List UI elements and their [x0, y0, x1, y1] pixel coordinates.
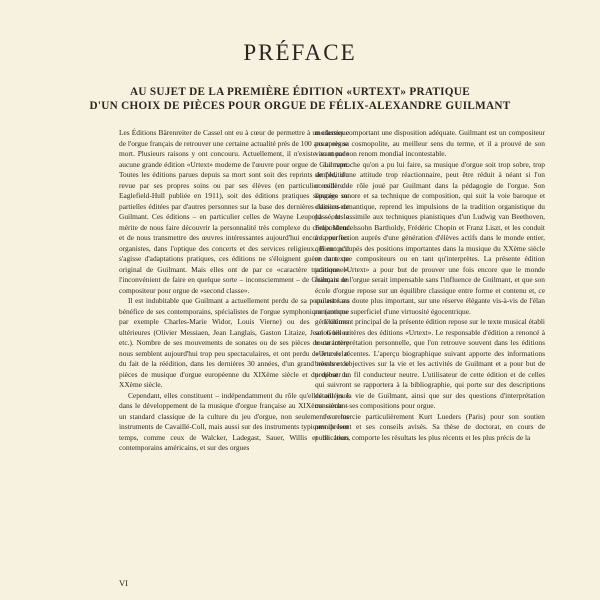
subtitle-line-2: D'UN CHOIX DE PIÈCES POUR ORGUE DE FÉLIX-ALEXANDRE GUILMANT	[89, 100, 511, 112]
page-subtitle	[0, 85, 600, 113]
paragraph: Il est indubitable que Guilmant a actuellement perdu de sa popularité au bénéfice de ses contemporains, spécialistes de l'orgue symphonique (comme par exemple Charles-Marie Widor, Louis Vierne) ou des générations ultérieures (Olivier Messiaen, Jean Langlais, Gaston Litaize, Jean Guillou etc.). Nombre de ses mouvements de sonates ou de ses pièces de caractère nous semblent aujourd'hui trop peu spectaculaires, et ont perdu de leur éclat du fait de la réédition, dans les dernières 30 années, d'un grand nombre de pièces de musique d'orgue européenne du XIXème siècle et du début du XXème siècle.	[119, 296, 349, 389]
paragraph: modernes comportant une disposition adéquate. Guilmant est un compositeur pour orgue cosmopolite, au meilleur sens du terme, et il a prouvé de son vivant par son renom mondial incontestable.	[315, 128, 545, 158]
paragraph: Cependant, elles constituent – indépendamment du rôle qu'elles ont joué dans le développement de la musique d'orgue française au XIXème siècle – un standard classique de la culture du jeu d'orgue, non seulement sur les instruments de Cavaillé-Coll, mais aussi sur des instruments typiques de leur temps, comme ceux de Walcker, Ladegast, Sauer, Willis et de leurs contemporains américains, et sur des orgues	[119, 390, 349, 452]
right-column	[315, 128, 545, 443]
paragraph: Je remercie particulièrement Kurt Lueders (Paris) pour son soutien omniprésent et ses conseils avisés. Sa thèse de doctorat, en cours de publication, comporte les résultats les plus récents et les plus précis de la	[315, 411, 545, 442]
page-title: PRÉFACE	[243, 40, 357, 65]
subtitle-line-1: AU SUJET DE LA PREMIÈRE ÉDITION «URTEXT» PRATIQUE	[130, 86, 470, 98]
page-number: VI	[119, 578, 128, 588]
paragraph: Les Éditions Bärenreiter de Cassel ont eu à cœur de permettre à un classique de l'orgue français de retrouver une certaine actualité près de 100 ans après sa mort. Plusieurs raisons y ont concouru. Actuellement, il n'existe au monde aucune grande édition «Urtext» moderne de l'œuvre pour orgue de Guilmant. Toutes les éditions parues depuis sa mort sont soit des reprints de l'édition revue par ses propres soins ou par ses élèves (en particulier celle de Eaglefield-Hull publiée en 1911), soit des éditions pratiques séparées ou partielles éditées par d'autres personnes sur la base des dernières éditions de Guilmant. Ces éditions – en particulier celles de Wayne Leupold – ont le mérite de nous faire découvrir la personnalité très complexe du compositeur et de nous transmettre des œuvres intéressantes aujourd'hui encore pour les organistes, dans l'optique des concerts et des services religieux. Bien qu'il s'agisse d'adaptations pratiques, ces éditions ne s'éloignent guère du texte original de Guilmant. Mais elles ont de par ce «caractère traditionnel» l'inconvénient de faire en quelque sorte – inconsciemment – de Guilmant un compositeur pour orgue de «second classe».	[119, 128, 349, 295]
paragraph: Le reproche qu'on a pu lui faire, sa musique d'orgue soit trop sobre, trop simple, d'une attitude trop réactionnaire, peut être réduit à néant si l'on considère le rôle joué par Guilmant dans la pédagogie de l'orgue. Son langage sonore et sa technique de composition, qui suit la voie baroque et classico-romantique, reprend les impulsions de la tradition organistique du passé, les assimile aux techniques pianistiques d'un Ludwig van Beethoven, Felix Mendelssohn Bartholdy, Frédéric Chopin et Franz Liszt, et les conduit à la perfection auprès d'une génération d'élèves actifs dans le monde entier, qui ont occupés des positions importantes dans la musique du XXème siècle en tant que compositeurs ou en tant qu'interprètes. La présente édition pratique «Urtext» a pour but de prouver une fois encore que le monde français de l'orgue serait impensable sans l'influence de Guilmant, et que son école d'orgue repose sur un équilibre classique entre forme et contenu et, ce qui est sans doute plus important, sur une réserve élégante vis-à-vis de l'élan romantique superficiel d'une virtuosité égocentrique.	[315, 159, 545, 316]
paragraph: L'élément principal de la présente édition repose sur le texte musical établi selon les critères des éditions «Urtext». Le responsable d'édition a renoncé à toute interprétation personnelle, que l'on retrouve souvent dans les éditions «Urtext» récentes. L'aperçu biographique suivant apporte des informations brèves et objectives sur la vie et les activités de Guilmant et a pour but de proposer un fil conducteur neutre. L'utilisateur de cette édition et de celles qui suivront se rapportera à la bibliographie, qui porte sur des descriptions détaillées la vie de Guilmant, ainsi que sur des questions d'interprétation concernant ses compositions pour orgue.	[315, 317, 545, 410]
